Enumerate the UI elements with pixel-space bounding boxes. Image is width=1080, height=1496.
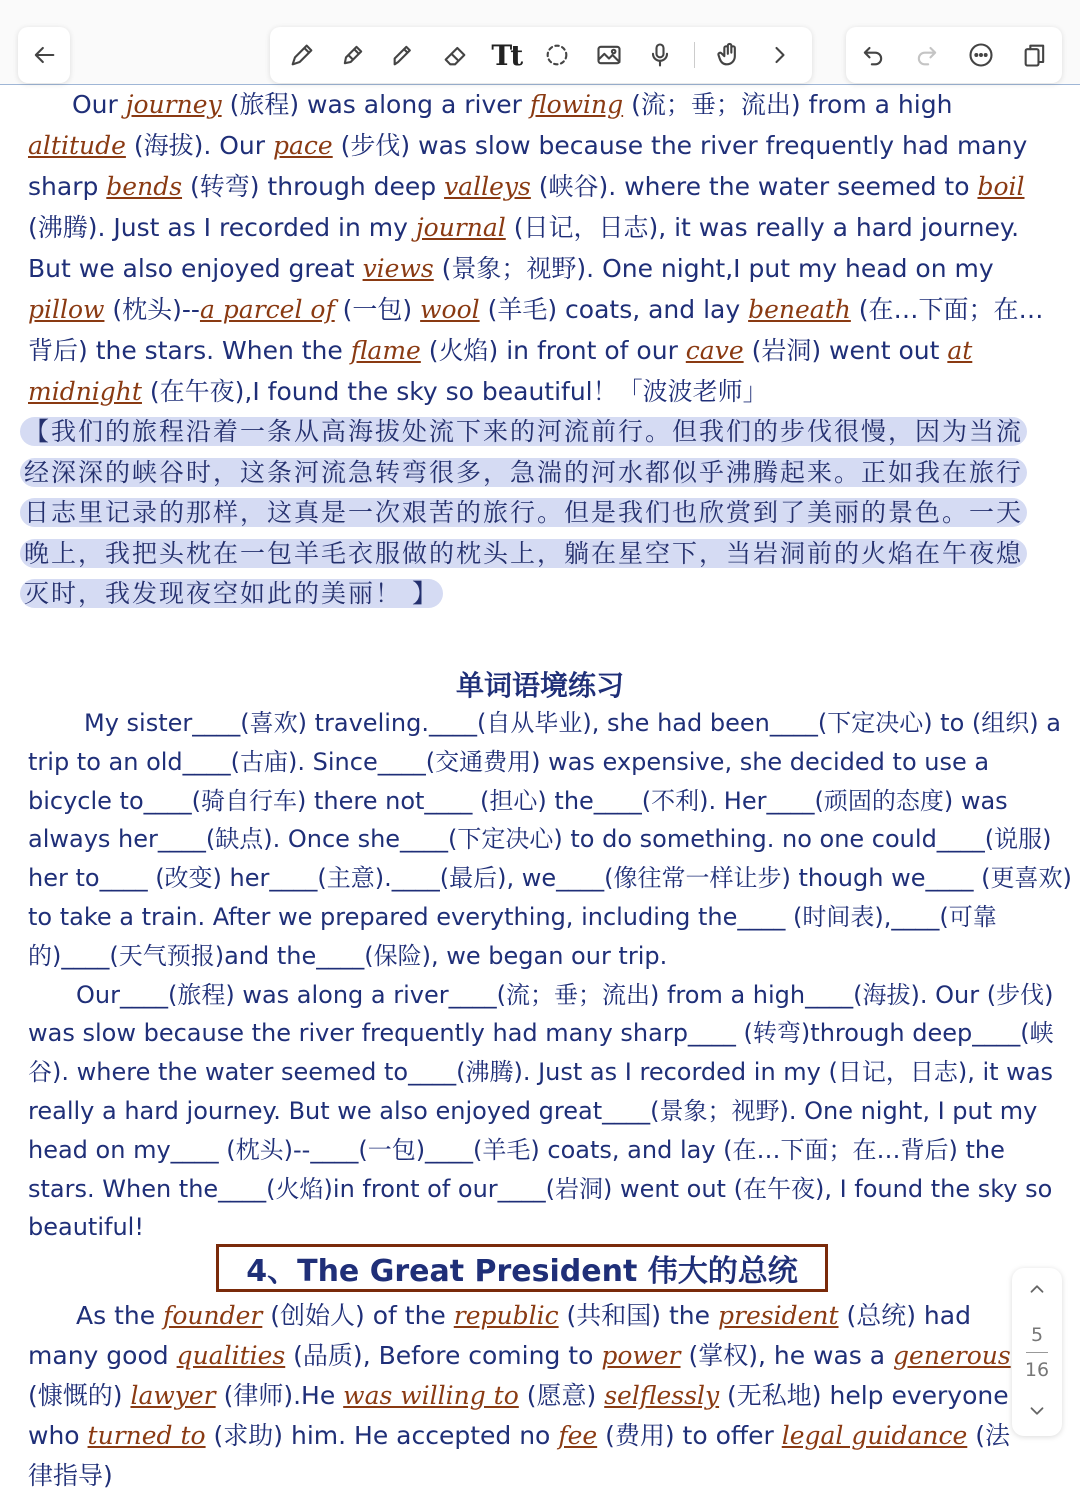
vocab-word: altitude	[28, 131, 126, 160]
vocab-word: journal	[415, 213, 506, 242]
passage-text: (求助) him. He accepted no	[205, 1421, 559, 1450]
vocab-word: founder	[163, 1301, 263, 1330]
fill-in-exercise	[28, 704, 1072, 1247]
exercise-paragraph-1: My sister____(喜欢) traveling.____(自从毕业), she had been____(下定决心) to (组织) a trip to an old____(古庙). Since____(交通费用) was expensive, she decided to use a bicycle to____(骑自行车) there not____ (担心) the____(不利). Her____(顽固的态度) was always her____(缺点). Once she____(下定决心) to do something. no one could____(说服) her to____ (改变) her____(主意).____(最后), we____(像往常一样让步) though we____ (更喜欢) to take a train. After we prepared everything, including the____ (时间表),____(可靠的)____(天气预报)and the____(保险), we began our trip.	[28, 709, 1072, 970]
previous-page-button[interactable]	[1026, 1278, 1048, 1304]
unit-passage-paragraph	[28, 1296, 1028, 1496]
marker-icon[interactable]	[336, 38, 370, 72]
vocab-word: was willing to	[343, 1381, 519, 1410]
vocab-word: a parcel of	[199, 295, 335, 324]
vocab-word: power	[601, 1341, 681, 1370]
note-page[interactable]	[0, 84, 1080, 1490]
document-actions	[846, 27, 1062, 83]
vocab-word: pillow	[28, 295, 105, 324]
section-title: 单词语境练习	[455, 669, 624, 702]
vocab-word: beneath	[748, 295, 851, 324]
passage-text: (愿意)	[518, 1381, 605, 1410]
vocab-word: lawyer	[130, 1381, 216, 1410]
passage-text: (品质), Before coming to	[285, 1341, 602, 1370]
page-indicator	[1012, 1268, 1062, 1436]
total-pages: 16	[1024, 1358, 1050, 1381]
passage-text: As the	[76, 1301, 164, 1330]
vocab-word: journey	[125, 90, 222, 119]
translation-text: 【我们的旅程沿着一条从高海拔处流下来的河流前行。但我们的步伐很慢，因为当流经深深的峡谷时，这条河流急转弯很多，急湍的河水都似乎沸腾起来。正如我在旅行日志里记录的那样，这真是一次艰苦的旅行。但是我们也欣赏到了美丽的景色。一天晚上，我把头枕在一包羊毛衣服做的枕头上，躺在星空下，当岩洞前的火焰在午夜熄灭时，我发现夜空如此的美丽！ 】	[20, 417, 1027, 608]
passage-text: (总统) had ma	[28, 1301, 971, 1370]
unit-title: 4、The Great President 伟大的总统	[216, 1244, 828, 1292]
passage-text: (沸腾). Just as I recorded in my	[28, 213, 416, 242]
passage-text: (海拔). Our	[125, 131, 273, 160]
hand-icon[interactable]	[712, 38, 746, 72]
vocab-word: qualities	[176, 1341, 286, 1370]
more-chevron-icon[interactable]	[763, 38, 797, 72]
vocab-word: boil	[977, 172, 1025, 201]
vocab-word: bends	[106, 172, 183, 201]
vocab-word: republic	[453, 1301, 559, 1330]
redo-icon[interactable]	[910, 38, 944, 72]
page-numbers	[1025, 1322, 1049, 1383]
passage-text: Our	[72, 90, 126, 119]
passage-text: (慷慨的)	[28, 1381, 131, 1410]
more-options-icon[interactable]	[964, 38, 998, 72]
current-page: 5	[1030, 1323, 1044, 1346]
chevron-down-icon	[1026, 1400, 1048, 1422]
vocab-word: selflessly	[604, 1381, 720, 1410]
top-toolbar	[0, 0, 1080, 85]
vocab-word: president	[718, 1301, 839, 1330]
passage-text: (律师).He	[215, 1381, 344, 1410]
page-divider	[1026, 1352, 1048, 1353]
chevron-up-icon	[1026, 1278, 1048, 1300]
passage-text: (羊毛) coats, and lay	[479, 295, 749, 324]
passage-text: (步伐) was slow because the river frequently had many sharp	[28, 131, 1028, 201]
back-button[interactable]	[18, 27, 70, 83]
vocab-passage-paragraph	[28, 84, 1050, 412]
vocab-word: valleys	[444, 172, 531, 201]
passage-text: (岩洞) went out	[743, 336, 948, 365]
highlighter-icon[interactable]	[387, 38, 421, 72]
text-tool-icon[interactable]: Tt	[491, 38, 522, 72]
vocab-word: flame	[350, 336, 421, 365]
passage-text: (火焰) in front of our	[420, 336, 686, 365]
passage-text: (费用) to offer	[597, 1421, 782, 1450]
vocab-word: views	[362, 254, 434, 283]
next-page-button[interactable]	[1026, 1400, 1048, 1426]
passage-text: (在午夜),I found the sky so beautiful！「波波老师」	[141, 377, 768, 406]
translation-block	[20, 412, 1036, 615]
undo-icon[interactable]	[856, 38, 890, 72]
vocab-word: pace	[273, 131, 333, 160]
image-icon[interactable]	[592, 38, 626, 72]
vocab-word: wool	[420, 295, 480, 324]
vocab-word: legal guidance	[781, 1421, 968, 1450]
passage-text: (创始人) of the	[262, 1301, 454, 1330]
passage-text: (转弯) through deep	[182, 172, 445, 201]
eraser-icon[interactable]	[438, 38, 472, 72]
exercise-paragraph-2: Our____(旅程) was along a river____(流；垂；流出) from a high____(海拔). Our (步伐) was slow because the river frequently had many sharp____ (转弯)through deep____(峡谷). where the water seemed to____(沸腾). Just as I recorded in my (日记，日志), it was really a hard journey. But we also enjoyed great____(景象；视野). One night, I put my head on my____ (枕头)--____(一包)____(羊毛) coats, and lay (在…下面；在…背后) the stars. When the____(火焰)in front of our____(岩洞) went out (在午夜), I found the sky so beautiful!	[28, 980, 1054, 1242]
passage-text: (共和国) the	[558, 1301, 718, 1330]
lasso-icon[interactable]	[540, 38, 574, 72]
toolbar-divider	[694, 42, 695, 68]
pen-icon[interactable]	[285, 38, 319, 72]
vocab-word: cave	[685, 336, 744, 365]
drawing-tools	[270, 27, 812, 83]
back-arrow-icon	[27, 38, 61, 72]
passage-text: (一包)	[334, 295, 421, 324]
passage-text: (法律指导)	[28, 1421, 1010, 1490]
passage-text: (日记，日志), it was really a hard journey. But we also enjoyed great	[28, 213, 1020, 283]
vocab-word: fee	[558, 1421, 598, 1450]
passage-text: ny good	[67, 1341, 177, 1370]
passage-text: (掌权), he was a	[680, 1341, 894, 1370]
passage-text: (景象；视野). One night,I put my head on my	[433, 254, 994, 283]
passage-text: (在…下面；在…背后) the stars. When the	[28, 295, 1044, 365]
microphone-icon[interactable]	[643, 38, 677, 72]
passage-text: (旅程) was along a river	[221, 90, 530, 119]
passage-text: (枕头)--	[104, 295, 200, 324]
passage-text: (无私地) help everyone who	[28, 1381, 1009, 1450]
vocab-word: flowing	[529, 90, 624, 119]
pages-icon[interactable]	[1018, 38, 1052, 72]
vocab-word: generous	[893, 1341, 1011, 1370]
vocab-word: turned to	[87, 1421, 206, 1450]
passage-text: (峡谷). where the water seemed to	[530, 172, 978, 201]
vocab-word: at midnight	[28, 336, 973, 406]
passage-text: (流；垂；流出) from a high	[623, 90, 953, 119]
